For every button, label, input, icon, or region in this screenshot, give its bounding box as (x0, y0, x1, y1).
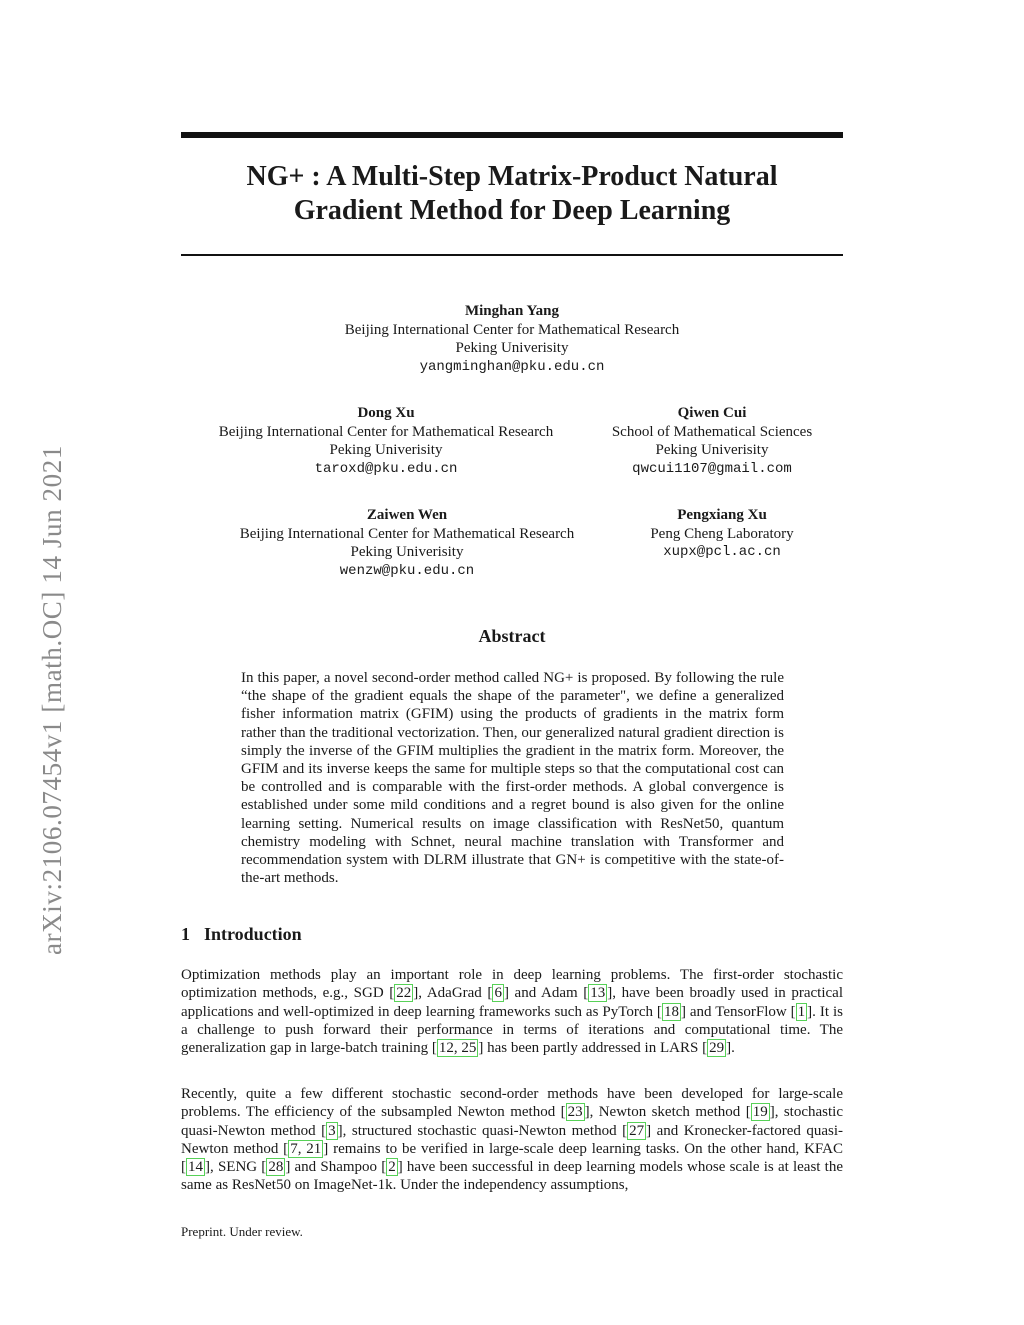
author-affiliation: Beijing International Center for Mathematical Research (344, 321, 680, 338)
citation-link[interactable]: 13 (590, 985, 606, 1002)
intro-paragraph-2 (181, 1085, 843, 1195)
author-block-3 (592, 404, 832, 478)
title-line-1: NG+ : A Multi-Step Matrix-Product Natural (246, 161, 778, 192)
author-block-1 (312, 302, 712, 376)
citation-link[interactable]: 23 (567, 1104, 583, 1121)
author-affiliation: Peng Cheng Laboratory (650, 525, 794, 542)
text-run: ]. (726, 1040, 735, 1057)
author-institution: Peking Univerisity (455, 340, 569, 356)
author-email[interactable]: qwcui1107@gmail.com (632, 460, 792, 477)
citation-link[interactable]: 27 (629, 1122, 645, 1139)
text-run: ] and TensorFlow [ (680, 1003, 796, 1020)
section-title: Introduction (204, 924, 302, 944)
citation-link[interactable]: 2 (388, 1159, 396, 1176)
text-run: ] remains to be verified in large-scale deep learning tasks. On the other hand, KFAC [ (181, 1140, 843, 1176)
author-name: Qiwen Cui (677, 405, 747, 421)
section-heading (181, 924, 302, 945)
text-run: ] and Adam [ (503, 985, 589, 1002)
arxiv-identifier: arXiv:2106.07454v1 [math.OC] 14 Jun 2021 (37, 445, 67, 955)
text-run: Optimization methods play an important role in deep learning problems. The first-order stochastic optimization methods, e.g., SGD [ (181, 967, 843, 1002)
title-rule-bottom (181, 254, 843, 256)
citation-link[interactable]: 19 (752, 1104, 768, 1121)
text-run: ]. It is a challenge to push forward their performance in terms of iterations and computational time. The generalization gap in large-batch training [ (181, 1003, 843, 1057)
footer-note: Preprint. Under review. (181, 1224, 303, 1239)
title-rule-top (181, 132, 843, 138)
text-run: ], Newton sketch method [ (584, 1104, 751, 1121)
citation-link[interactable]: 12, 25 (438, 1040, 477, 1057)
author-block-5 (612, 506, 832, 562)
intro-paragraph-1 (181, 966, 843, 1057)
author-email[interactable]: xupx@pcl.ac.cn (663, 544, 781, 560)
author-institution: Peking Univerisity (329, 442, 443, 458)
citation-link[interactable]: 3 (328, 1122, 336, 1139)
author-name: Pengxiang Xu (677, 507, 767, 523)
author-name: Minghan Yang (464, 303, 560, 319)
author-block-4 (207, 506, 607, 580)
section-number: 1 (181, 924, 190, 944)
author-email[interactable]: yangminghan@pku.edu.cn (419, 358, 605, 375)
author-name: Dong Xu (357, 405, 415, 421)
citation-link[interactable]: 18 (663, 1003, 679, 1020)
text-run: ] and Kronecker-factored quasi-Newton method [ (181, 1122, 843, 1157)
author-affiliation: Beijing International Center for Mathematical Research (218, 423, 554, 440)
author-email[interactable]: wenzw@pku.edu.cn (339, 562, 475, 579)
abstract-heading: Abstract (478, 626, 546, 646)
text-run: ] have been successful in deep learning models whose scale is at least the same as ResNet50 on ImageNet-1k. Under the independency assumptions, (181, 1159, 843, 1194)
citation-link[interactable]: 14 (188, 1159, 203, 1176)
author-email[interactable]: taroxd@pku.edu.cn (314, 460, 458, 477)
author-institution: Peking Univerisity (655, 442, 769, 458)
citation-link[interactable]: 29 (709, 1040, 725, 1057)
text-run: ], stochastic quasi-Newton method [ (181, 1104, 843, 1139)
paper-title (181, 160, 843, 228)
citation-link[interactable]: 7, 21 (290, 1140, 322, 1157)
text-run: Recently, quite a few different stochastic second-order methods have been developed for large-scale problems. The efficiency of the subsampled Newton method [ (181, 1086, 843, 1121)
text-run: ], SENG [ (205, 1159, 267, 1176)
citation-link[interactable]: 22 (396, 985, 412, 1002)
title-line-2: Gradient Method for Deep Learning (293, 195, 731, 226)
text-run: ], have been broadly used in practical applications and well-optimized in deep learning frameworks such as PyTorch [ (181, 985, 843, 1020)
text-run: ] has been partly addressed in LARS [ (478, 1040, 708, 1057)
citation-link[interactable]: 1 (797, 1003, 806, 1020)
citation-link[interactable]: 28 (268, 1159, 284, 1176)
author-block-2 (186, 404, 586, 478)
text-run: ], structured stochastic quasi-Newton method [ (337, 1122, 628, 1139)
text-run: ] and Shampoo [ (285, 1159, 387, 1176)
citation-link[interactable]: 6 (494, 985, 502, 1002)
abstract-text: In this paper, a novel second-order method called NG+ is proposed. By following the rule “the shape of the gradient equals the shape of the parameter", we define a generalized fisher information matrix (GFIM) using the products of gradients in the matrix form rather than the traditional vectorization. Then, our generalized natural gradient direction is simply the inverse of the GFIM multiplies the gradient in the matrix form. Moreover, the GFIM and its inverse keeps the same for multiple steps so that the computational cost can be controlled and is comparable with the first-order methods. A global convergence is established under some mild conditions and a regret bound is also given for the online learning setting. Numerical results on image classification with ResNet50, quantum chemistry modeling with Schnet, neural machine translation with Transformer and recommendation system with DLRM illustrate that GN+ is competitive with the state-of-the-art methods. (241, 670, 784, 887)
author-institution: Peking Univerisity (350, 544, 464, 560)
author-name: Zaiwen Wen (366, 507, 448, 523)
author-affiliation: School of Mathematical Sciences (611, 423, 813, 440)
author-affiliation: Beijing International Center for Mathematical Research (239, 525, 575, 542)
text-run: ], AdaGrad [ (413, 985, 493, 1002)
